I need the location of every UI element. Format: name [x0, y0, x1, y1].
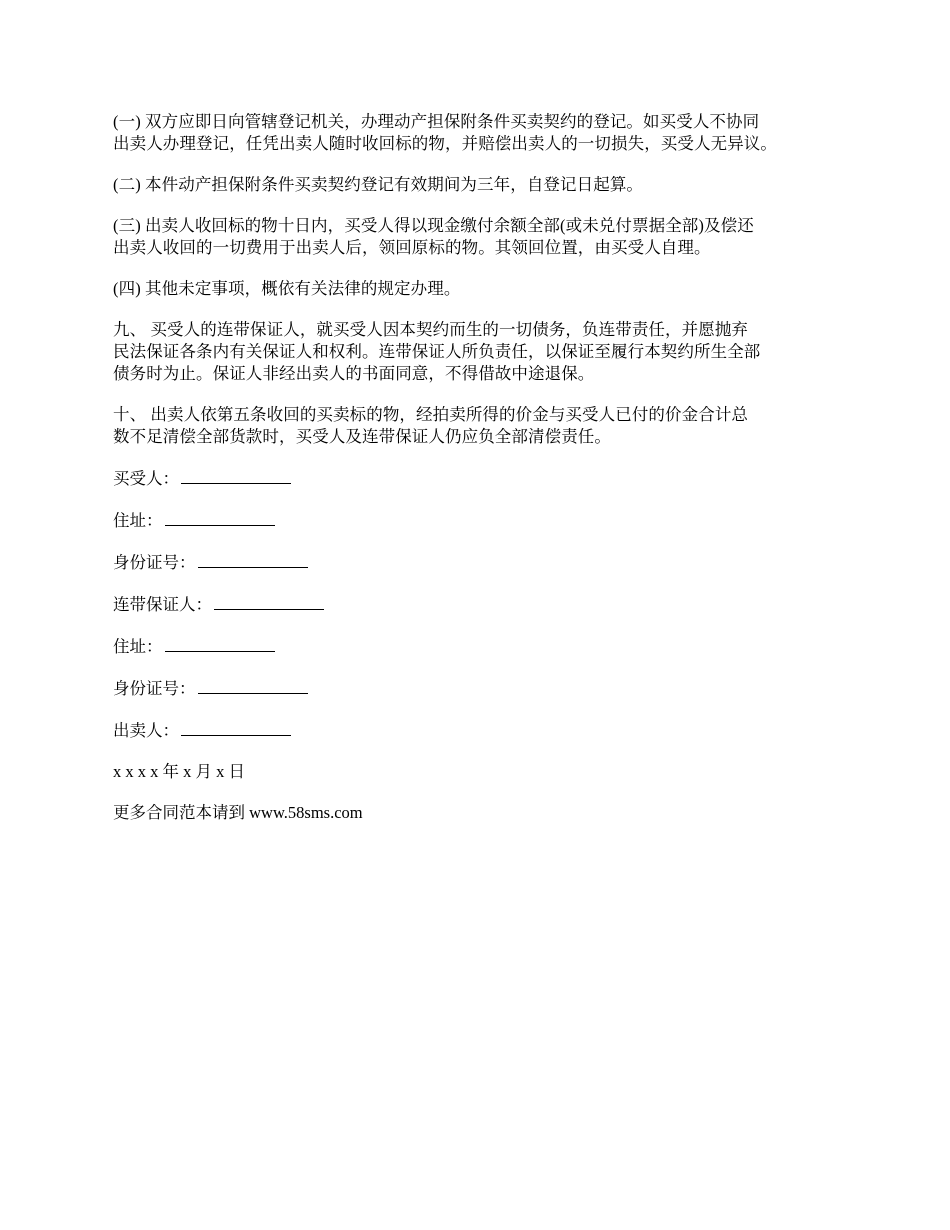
clause-item-2-line-1: (二) 本件动产担保附条件买卖契约登记有效期间为三年，自登记日起算。 [113, 175, 644, 194]
article-9-line-3: 债务时为止。保证人非经出卖人的书面同意，不得借故中途退保。 [113, 364, 595, 383]
buyer-address-field [113, 509, 843, 532]
seller-label: 出卖人： [113, 721, 179, 740]
buyer-id-label: 身份证号： [113, 553, 196, 572]
buyer-label: 买受人： [113, 469, 179, 488]
clause-item-3-line-2: 出卖人收回的一切费用于出卖人后，领回原标的物。其领回位置，由买受人自理。 [113, 238, 711, 257]
guarantor-address-label: 住址： [113, 637, 163, 656]
guarantor-address-blank-line[interactable] [165, 635, 275, 652]
clause-item-1-line-1: (一) 双方应即日向管辖登记机关，办理动产担保附条件买卖契约的登记。如买受人不协同 [113, 112, 760, 131]
article-9-line-1: 九、 买受人的连带保证人，就买受人因本契约而生的一切债务，负连带责任，并愿抛弃 [113, 320, 749, 339]
clause-item-3-line-1: (三) 出卖人收回标的物十日内，买受人得以现金缴付余额全部(或未兑付票据全部)及偿还 [113, 216, 754, 235]
clause-item-1-line-2: 出卖人办理登记，任凭出卖人随时收回标的物，并赔偿出卖人的一切损失，买受人无异议。 [113, 134, 777, 153]
article-10-line-1: 十、 出卖人依第五条收回的买卖标的物，经拍卖所得的价金与买受人已付的价金合计总 [113, 405, 749, 424]
footer-more-text: 更多合同范本请到 www.58sms.com [113, 803, 363, 822]
guarantor-id-field [113, 677, 843, 700]
buyer-id-field [113, 551, 843, 574]
buyer-id-blank-line[interactable] [198, 551, 308, 568]
article-10-line-2: 数不足清偿全部货款时，买受人及连带保证人仍应负全部清偿责任。 [113, 427, 611, 446]
buyer-blank-line[interactable] [181, 467, 291, 484]
article-9-line-2: 民法保证各条内有关保证人和权利。连带保证人所负责任，以保证至履行本契约所生全部 [113, 342, 761, 361]
document-page [113, 111, 843, 843]
guarantor-id-label: 身份证号： [113, 679, 196, 698]
guarantor-id-blank-line[interactable] [198, 677, 308, 694]
guarantor-field [113, 593, 843, 616]
date-line: x x x x 年 x 月 x 日 [113, 762, 245, 781]
buyer-field [113, 467, 843, 490]
buyer-address-label: 住址： [113, 511, 163, 530]
buyer-address-blank-line[interactable] [165, 509, 275, 526]
clause-item-4-line-1: (四) 其他未定事项，概依有关法律的规定办理。 [113, 279, 461, 298]
clause-item-4 [113, 278, 843, 300]
clause-item-1 [113, 111, 843, 155]
article-9 [113, 319, 843, 385]
seller-field [113, 719, 843, 742]
guarantor-blank-line[interactable] [214, 593, 324, 610]
guarantor-label: 连带保证人： [113, 595, 212, 614]
guarantor-address-field [113, 635, 843, 658]
seller-blank-line[interactable] [181, 719, 291, 736]
clause-item-3 [113, 215, 843, 259]
article-10 [113, 404, 843, 448]
clause-item-2 [113, 174, 843, 196]
